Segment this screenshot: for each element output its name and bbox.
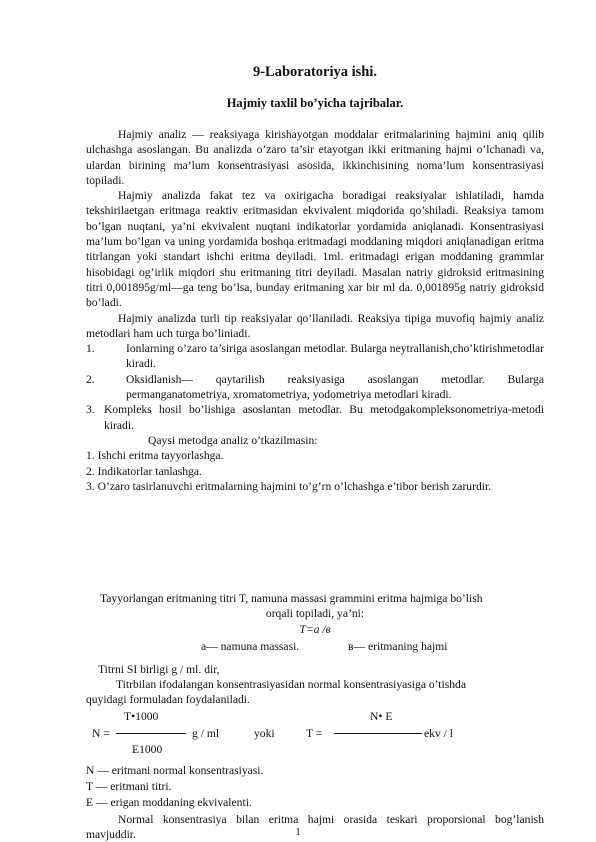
formula-left-unit: g / ml	[192, 727, 220, 740]
page-number: 1	[295, 826, 301, 838]
definition-n: N — eritmani normal konsentrasiyasi.	[86, 764, 264, 777]
normal-line-1: Titrbilan ifodalangan konsentrasiyasidan normal konsentrasiyasiga o’tishda	[116, 678, 467, 691]
condition-item: 3. O’zaro tasirlanuvchi eritmalarning hajmini to’g’rn o’lchashga e’tibor berish zarurdir.	[86, 479, 492, 493]
paragraph-types: Hajmiy analizda turli tip reaksiyalar qo’llaniladi. Reaksiya tipiga muvofiq hajmiy analiz metodlari ham uch turga bo’liniadi.	[86, 311, 544, 340]
method-item-1	[86, 341, 544, 372]
method-number: 1.	[86, 342, 95, 356]
condition-item: 2. Indikatorlar tanlashga.	[86, 464, 202, 478]
method-text: Kompleks hosil bo’lishiga asoslantan metodlar. Bu metodgakompleksonometriya-metodi kiradi.	[104, 403, 544, 432]
formula-right-lhs: T =	[306, 727, 323, 740]
titre-line-2: orqali topiladi, ya’ni:	[265, 607, 365, 620]
formula-titre: T=a /в	[299, 623, 331, 636]
formula-right-numerator: N• E	[370, 710, 393, 723]
paragraph-method: Hajmiy analizda fakat tez va oxirigacha boradigai reaksiyalar ishlatiladi, hamda tekshirilaetgan eritmaga reaktiv eritmasidan ekvivalent miqdorida qo’shiladi. Reaksiya tamom bo’lgan nuqtani, ya’ni ekvivalent nuqtani indikatorlar yordamida aniqlanadi. Konsentrasiyasi ma’lum bo’lgan va uning yordamida boshqa eritmadagi moddaning miqdori aniqlanadigan eritma titrlangan yoki standart ishchi eritma deyiladi. 1ml. eritmadagi erigan moddaning grammlar hisobidagi og’irlik miqdori shu eritmaning titri deyiladi. Masalan natriy gidroksid eritmasining titri 0,001895g/ml—ga teng bo’lsa, bunday eritmaning xar bir ml da. 0,001895g natriy gidroksid bo’ladi.	[86, 189, 544, 310]
legend-a: a— namuna massasi.	[201, 640, 300, 653]
method-text: Oksidlanish— qaytarilish reaksiyasiga asoslangan metodlar. Bularga permanganatometriya, xromatometriya, yodometriya metodlari kiradi.	[126, 372, 544, 402]
method-number: 3.	[86, 403, 95, 417]
formula-left-denominator: E1000	[132, 743, 163, 756]
page-title: 9-Laboratoriya ishi.	[252, 64, 378, 80]
fraction-bar-right	[334, 733, 422, 734]
method-text: Ionlarning o’zaro ta’siriga asoslangan metodlar. Bularga neytrallanish,cho’ktirishmetodlar kiradi.	[126, 342, 544, 371]
definition-e: E — erigan moddaning ekvivalenti.	[86, 796, 252, 809]
conditions-heading: Qaysi metodga analiz o’tkazilmasin:	[148, 433, 318, 447]
fraction-bar-left	[116, 733, 186, 734]
method-item-2	[86, 372, 544, 403]
formula-left-numerator: T•1000	[124, 710, 159, 723]
method-number: 2.	[86, 372, 95, 386]
document-body	[86, 127, 544, 494]
formula-left-lhs: N =	[92, 727, 110, 740]
legend-b: в— eritmaning hajmi	[348, 640, 448, 653]
titre-line-1: Tayyorlangan eritmaning titri T, namuna massasi grammini eritma hajmiga bo’lish	[100, 592, 483, 605]
paragraph-intro: Hajmiy analiz — reaksiyaga kirishayotgan moddalar eritmalarining hajmini aniq qilib ulchashga asoslangan. Bu analizda o’zaro ta’sir etayotgan ikki eritmaning hajmi o’lchanadi va, ulardan birining ma’lum konsentrasiyasi asosida, ikkinchisining noma’lum konsentrasiyasi topiladi.	[86, 128, 544, 187]
si-unit-line: Titrni SI birligi g / ml. dir,	[98, 663, 220, 676]
method-item-3	[86, 402, 544, 433]
page-subtitle: Hajmiy taxlil bo’yicha tajribalar.	[226, 96, 404, 110]
final-paragraph: Normal konsentrasiya bilan eritma hajmi orasida teskari proporsional bog’lanish mavjuddir.	[86, 813, 544, 841]
normal-line-2: quyidagi formuladan foydalaniladi.	[86, 693, 250, 706]
definition-t: T — eritmani titri.	[86, 780, 172, 793]
condition-item: 1. Ishchi eritma tayyorlashga.	[86, 449, 224, 463]
formula-or: yoki	[254, 727, 275, 740]
formula-right-unit: ekv / l	[424, 727, 453, 740]
